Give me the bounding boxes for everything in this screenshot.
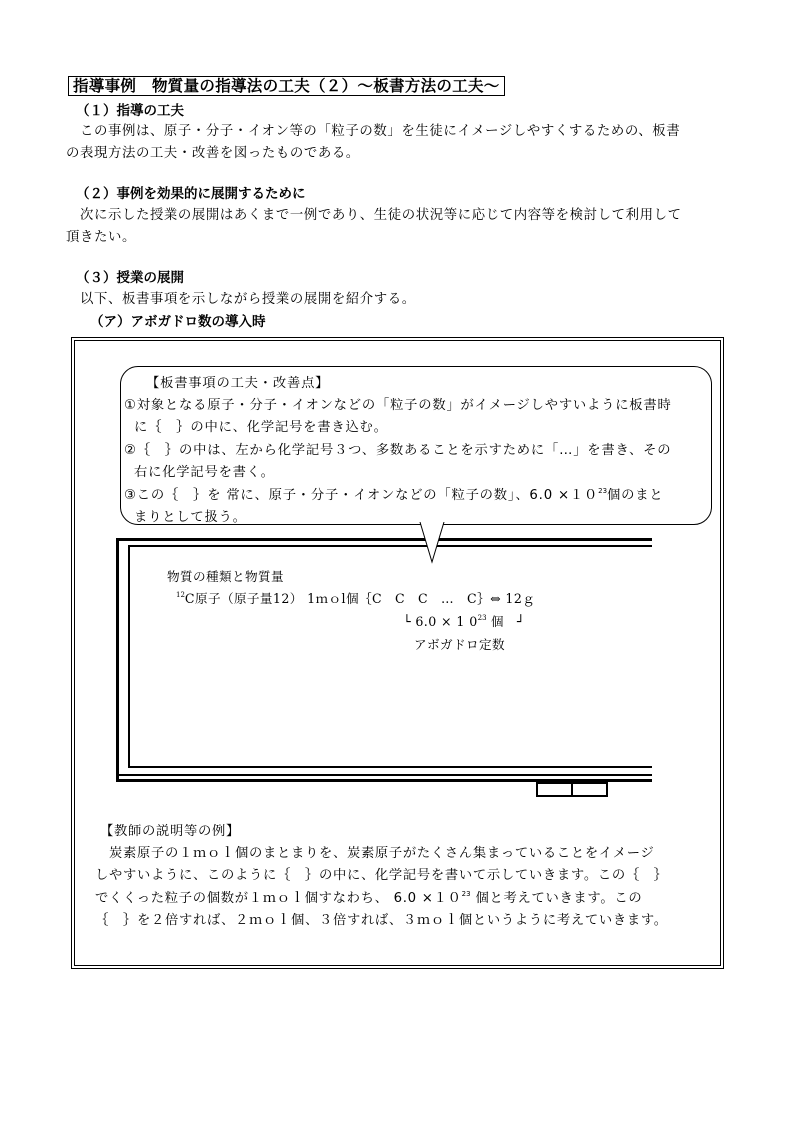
board-bottom-border-mid: [116, 774, 652, 776]
board-row-2: [403, 611, 525, 630]
teacher-line-3-b: 個と考えていきます。この: [470, 891, 643, 906]
section-heading-2: （２）事例を効果的に展開するために: [76, 186, 306, 202]
bubble-item-3-text-b: 個のまと: [607, 488, 664, 503]
board-top-border-outer: [116, 538, 652, 541]
board-row-2-pre: └ 6.0 × 1 0: [403, 614, 478, 629]
subsection-heading-a: （ア）アボガドロ数の導入時: [90, 314, 266, 330]
bubble-title: 【板書事項の工夫・改善点】: [146, 376, 330, 391]
board-row-1-text: C原子（原子量12） 1ｍｏl個｛C C C … C｝⇔ 12ｇ: [184, 591, 536, 606]
teacher-exponent: 23: [461, 890, 471, 898]
board-bottom-border-outer: [116, 779, 652, 782]
teacher-line-2: しやすいように、このように｛ ｝の中に、化学記号を書いて示していきます。この｛ ｝: [95, 868, 668, 883]
board-bottom-border-inner: [128, 766, 652, 768]
teacher-line-1: 炭素原子の１ｍｏｌ個のまとまりを、炭素原子がたくさん集まっていることをイメージ: [95, 846, 655, 861]
bubble-item-3-text-a: ③この｛ ｝を 常に、原子・分子・イオンなどの「粒子の数」、6.0 ×１０: [124, 488, 599, 503]
board-exponent: 23: [477, 614, 487, 622]
teacher-line-4: ｛ ｝を２倍すれば、２ｍｏｌ個、３倍すれば、３ｍｏｌ個というように考えていきます。: [95, 913, 668, 928]
teacher-line-3-a: でくくった粒子の個数が１ｍｏｌ個すなわち、 6.0 ×１０: [95, 891, 462, 906]
section-3-line-1: 以下、板書事項を示しながら授業の展開を紹介する。: [80, 292, 416, 307]
board-row-2-post: 個 ┘: [486, 614, 525, 629]
document-title: 指導事例 物質量の指導法の工夫（２）～板書方法の工夫～: [68, 76, 505, 96]
bubble-item-1-line-1: ①対象となる原子・分子・イオンなどの「粒子の数」がイメージしやすいように板書時: [124, 398, 672, 413]
section-2-line-2: 頂きたい。: [66, 230, 136, 245]
section-2-line-1: 次に示した授業の展開はあくまで一例であり、生徒の状況等に応じて内容等を検討して利用して: [66, 208, 682, 223]
bubble-item-3-line-1: [124, 484, 663, 503]
board-row-3: アボガドロ定数: [414, 637, 505, 652]
exponent: 23: [598, 487, 608, 495]
section-1-line-2: の表現方法の工夫・改善を図ったものである。: [66, 146, 360, 161]
bubble-item-2-line-2: 右に化学記号を書く。: [134, 465, 275, 480]
board-heading: 物質の種類と物質量: [167, 569, 284, 584]
section-1-line-1: この事例は、原子・分子・イオン等の「粒子の数」を生徒にイメージしやすくするための、板書: [66, 124, 681, 139]
section-heading-1: （１）指導の工夫: [76, 103, 184, 119]
board-top-border-inner: [128, 545, 652, 547]
chalk-tray-left: [536, 782, 573, 797]
board-left-border-outer: [116, 538, 119, 782]
mass-number: 12: [176, 591, 185, 599]
board-row-1: [176, 588, 535, 607]
bubble-item-3-line-2: まりとして扱う。: [134, 510, 247, 525]
bubble-item-1-line-2: に｛ ｝の中に、化学記号を書き込む。: [134, 420, 388, 435]
section-heading-3: （３）授業の展開: [76, 270, 184, 286]
board-left-border-inner: [128, 545, 130, 767]
teacher-line-3: [95, 887, 642, 906]
chalk-tray-right: [571, 782, 608, 797]
teacher-title: 【教師の説明等の例】: [100, 824, 240, 839]
callout-tail: [418, 522, 448, 566]
bubble-item-2-line-1: ②｛ ｝の中は、左から化学記号３つ、多数あることを示すために「…」を書き、その: [124, 443, 672, 458]
